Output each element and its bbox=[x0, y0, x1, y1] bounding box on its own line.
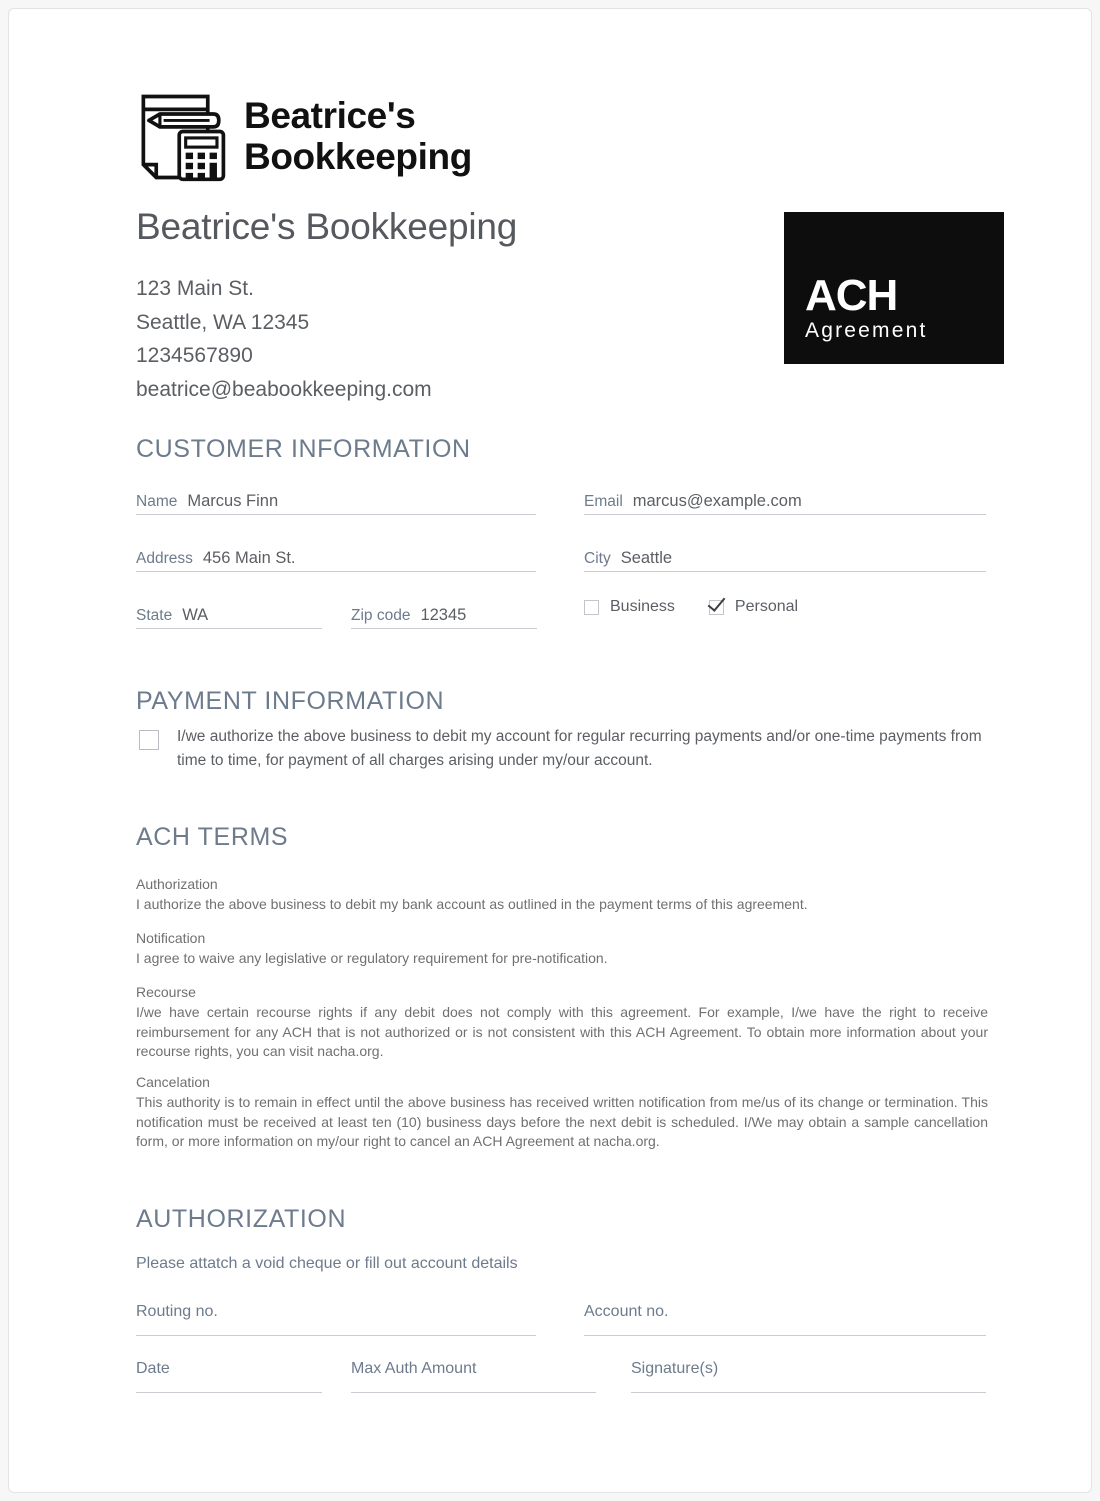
calculator-icon bbox=[179, 131, 223, 179]
logo-line-1: Beatrice's bbox=[244, 95, 416, 137]
term-cancelation-title: Cancelation bbox=[136, 1074, 210, 1090]
field-routing-no[interactable] bbox=[136, 1302, 536, 1336]
customer-information-heading: CUSTOMER INFORMATION bbox=[136, 435, 471, 463]
field-name[interactable] bbox=[136, 481, 536, 515]
ach-agreement-document bbox=[8, 8, 1092, 1493]
field-state[interactable] bbox=[136, 595, 322, 629]
term-authorization-body: I authorize the above business to debit my bank account as outlined in the payment terms of this agreement. bbox=[136, 896, 808, 912]
payment-authorization-checkbox[interactable] bbox=[139, 730, 159, 750]
logo-line-2: Bookkeeping bbox=[244, 136, 472, 177]
business-address-line-1: 123 Main St. bbox=[136, 277, 254, 300]
company-logo bbox=[136, 91, 472, 183]
field-city-label: City bbox=[584, 549, 611, 567]
field-state-label: State bbox=[136, 606, 173, 624]
personal-checkbox-box[interactable] bbox=[709, 600, 724, 615]
field-signatures[interactable] bbox=[631, 1359, 986, 1393]
field-date-label: Date bbox=[136, 1360, 170, 1377]
field-city-value: Seattle bbox=[620, 548, 673, 567]
ach-badge-title: ACH bbox=[805, 270, 898, 320]
checkbox-personal[interactable] bbox=[709, 598, 798, 616]
term-recourse-title: Recourse bbox=[136, 984, 196, 1000]
document-pencil-calculator-icon bbox=[136, 91, 228, 183]
field-address[interactable] bbox=[136, 538, 536, 572]
payment-authorization-row[interactable] bbox=[139, 725, 986, 773]
field-city[interactable] bbox=[584, 538, 986, 572]
field-max-auth-amount[interactable] bbox=[351, 1359, 596, 1393]
account-type-checkbox-group bbox=[584, 598, 798, 616]
personal-checkbox-label: Personal bbox=[734, 598, 799, 615]
field-address-value: 456 Main St. bbox=[202, 548, 296, 567]
term-notification bbox=[136, 929, 988, 969]
pencil-icon bbox=[149, 114, 219, 127]
field-account-no-label: Account no. bbox=[584, 1303, 669, 1320]
field-email[interactable] bbox=[584, 481, 986, 515]
authorization-note: Please attatch a void cheque or fill out account details bbox=[136, 1255, 518, 1272]
field-signatures-label: Signature(s) bbox=[631, 1360, 719, 1377]
field-state-value: WA bbox=[182, 605, 209, 624]
field-date[interactable] bbox=[136, 1359, 322, 1393]
field-account-no[interactable] bbox=[584, 1302, 986, 1336]
authorization-heading: AUTHORIZATION bbox=[136, 1205, 347, 1233]
field-max-auth-amount-label: Max Auth Amount bbox=[351, 1360, 477, 1377]
term-recourse bbox=[136, 983, 988, 1062]
term-cancelation-body: This authority is to remain in effect until the above business has received written notification from me/us of its change or termination. This notification must be received at least ten (10) business days before the next debit is scheduled. I/We may obtain a sample cancellation form, or more information on my/our right to cancel an ACH Agreement at nacha.org. bbox=[136, 1094, 988, 1149]
term-notification-body: I agree to waive any legislative or regulatory requirement for pre-notification. bbox=[136, 950, 608, 966]
checkbox-business[interactable] bbox=[584, 598, 675, 616]
logo-wordmark bbox=[244, 96, 472, 177]
term-recourse-body: I/we have certain recourse rights if any debit does not comply with this agreement. For example, I/we have the right to receive reimbursement for any ACH that is not authorized or is not consistent with this ACH Agreement. To obtain more information about your recourse rights, you can visit nacha.org. bbox=[136, 1004, 988, 1059]
field-zip-code-label: Zip code bbox=[351, 606, 411, 624]
field-name-label: Name bbox=[136, 492, 178, 510]
term-authorization-title: Authorization bbox=[136, 876, 218, 892]
business-checkbox-box[interactable] bbox=[584, 600, 599, 615]
term-authorization bbox=[136, 875, 988, 915]
field-email-value: marcus@example.com bbox=[632, 491, 802, 510]
business-phone: 1234567890 bbox=[136, 344, 253, 367]
payment-authorization-text: I/we authorize the above business to debit my account for regular recurring payments and/or one-time payments from time to time, for payment of all charges arising under my/our account. bbox=[177, 728, 982, 769]
field-address-label: Address bbox=[136, 549, 193, 567]
field-routing-no-label: Routing no. bbox=[136, 1303, 218, 1320]
field-email-label: Email bbox=[584, 492, 623, 510]
ach-badge-subtitle: Agreement bbox=[805, 318, 928, 342]
business-name: Beatrice's Bookkeeping bbox=[136, 206, 518, 247]
term-notification-title: Notification bbox=[136, 930, 206, 946]
payment-information-heading: PAYMENT INFORMATION bbox=[136, 687, 445, 715]
ach-agreement-badge bbox=[784, 212, 1004, 364]
business-address-line-2: Seattle, WA 12345 bbox=[136, 310, 310, 334]
term-cancelation bbox=[136, 1073, 988, 1152]
business-email: beatrice@beabookkeeping.com bbox=[136, 377, 432, 401]
field-name-value: Marcus Finn bbox=[187, 491, 279, 510]
field-zip-code-value: 12345 bbox=[420, 605, 467, 624]
ach-terms-heading: ACH TERMS bbox=[136, 823, 289, 851]
business-contact-block bbox=[136, 272, 432, 406]
field-zip-code[interactable] bbox=[351, 595, 537, 629]
business-checkbox-label: Business bbox=[610, 598, 675, 615]
